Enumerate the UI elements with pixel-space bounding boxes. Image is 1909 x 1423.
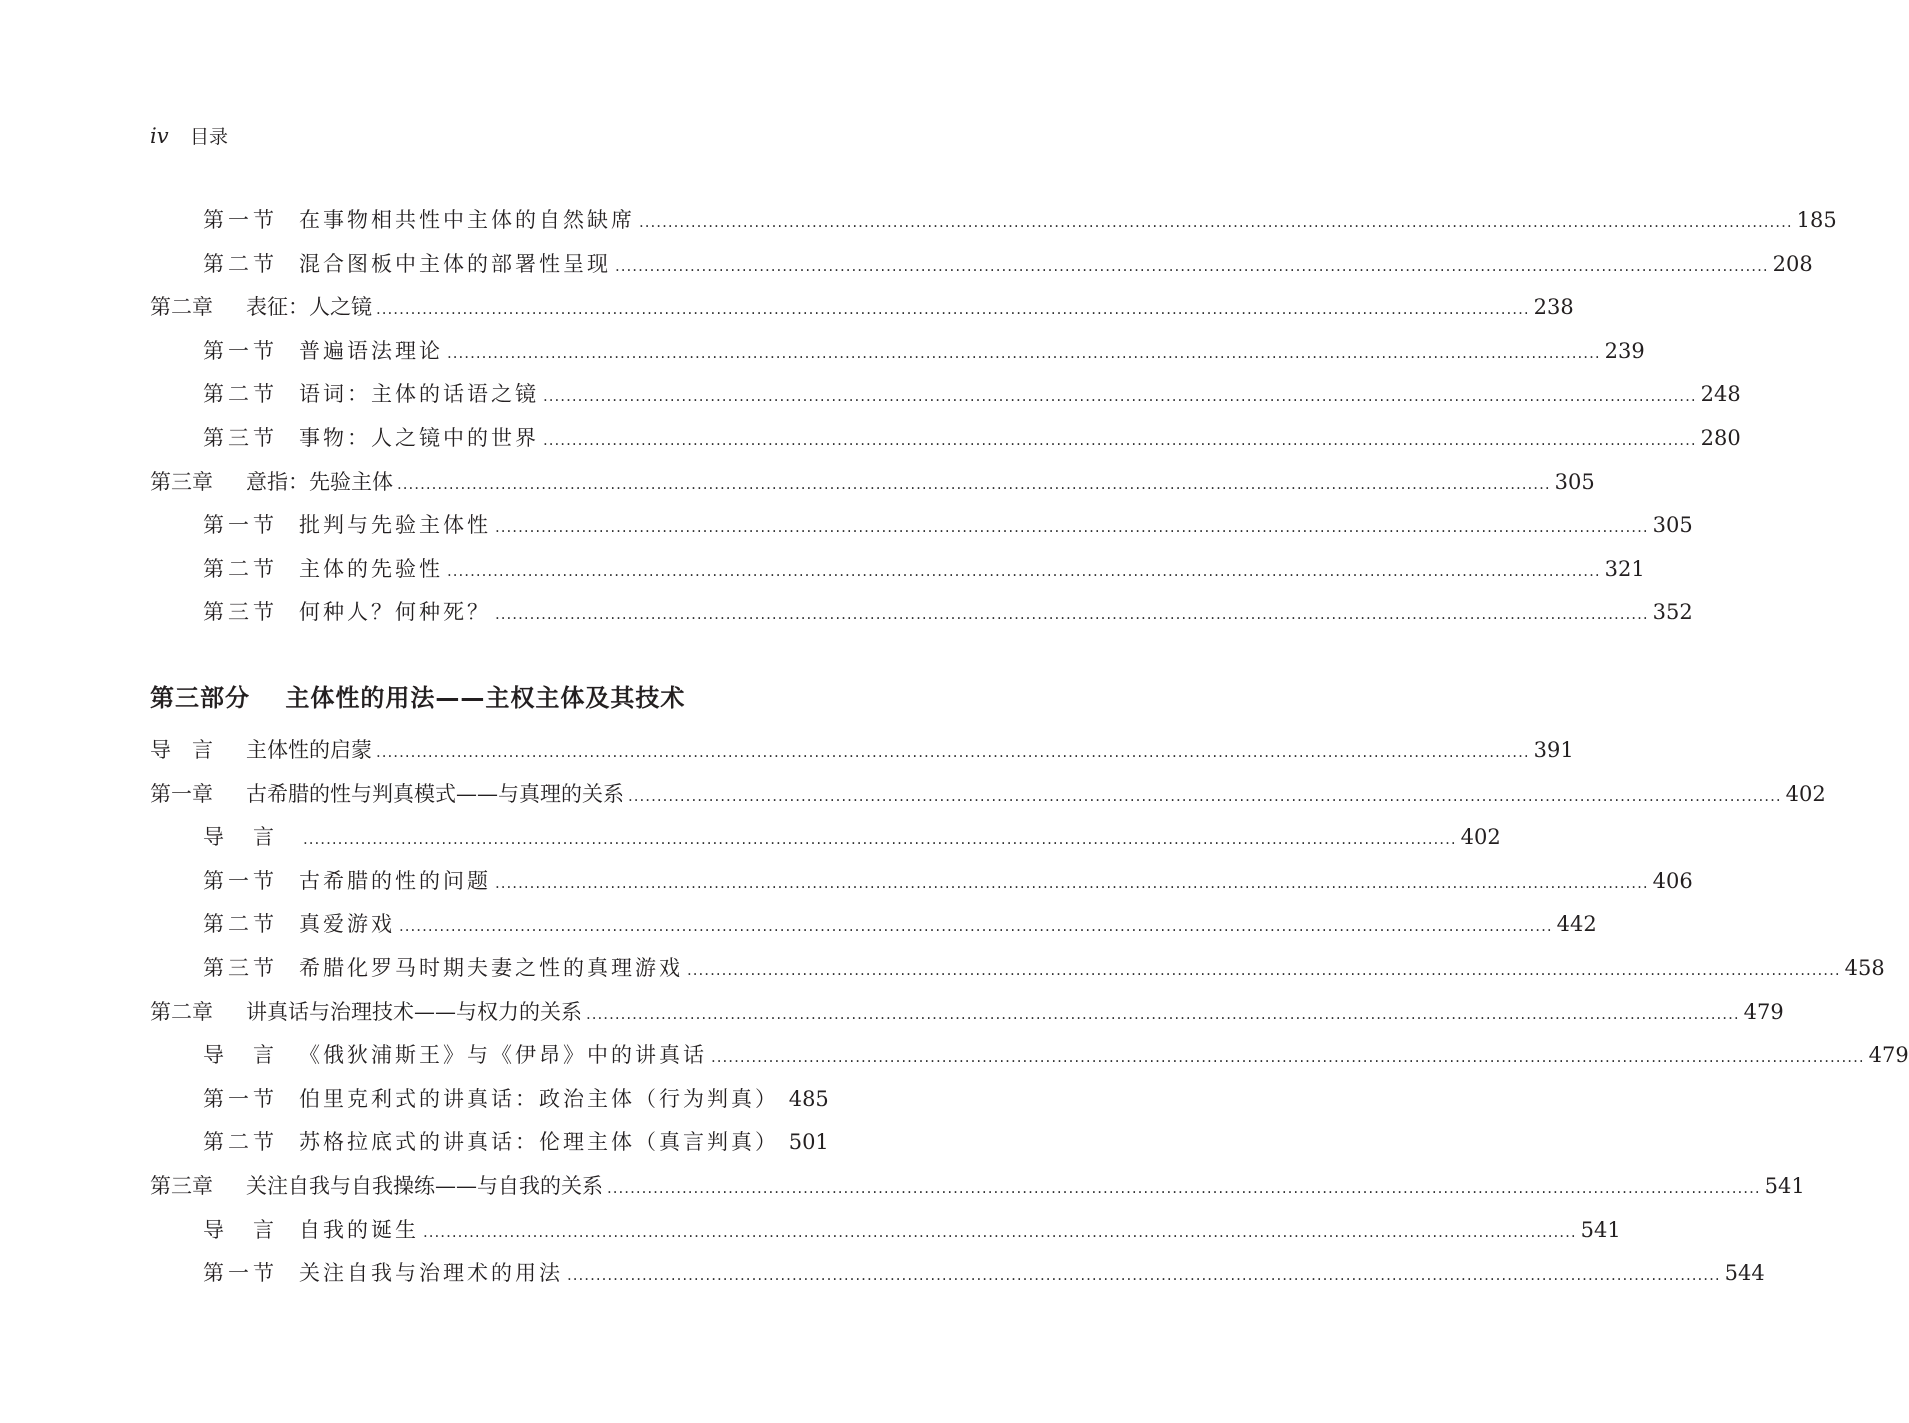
dot-leader: ........................................................................................................................................................................................................ [495, 873, 1649, 892]
dot-leader: ........................................................................................................................................................................................................ [423, 1222, 1577, 1241]
dot-leader: ........................................................................................................................................................................................................ [447, 343, 1601, 362]
dot-leader: ........................................................................................................................................................................................................ [687, 961, 1841, 979]
toc-entry-title: 关注自我与自我操练——与自我的关系 [246, 1174, 603, 1198]
toc-entry-title: 批判与先验主体性 [299, 513, 491, 538]
dot-leader: ........................................................................................................................................................................................................ [615, 256, 1769, 275]
toc-entry-label: 第二章 [150, 999, 213, 1024]
toc-entry-page: 352 [1652, 600, 1693, 625]
dot-leader: ........................................................................................................................................................................................................ [447, 561, 1601, 580]
toc-entry-label: 第三节 [203, 956, 278, 980]
dot-leader: ........................................................................................................................................................................................................ [711, 1048, 1865, 1067]
toc-entry-title: 意指：先验主体 [246, 469, 393, 494]
toc-entry [0, 1251, 1765, 1287]
toc-entry [0, 1120, 1000, 1156]
toc-entry-page: 479 [1868, 1043, 1909, 1068]
toc-entry-page: 185 [1796, 208, 1837, 232]
toc-entry [0, 728, 1574, 764]
dot-leader: ........................................................................................................................................................................................................ [586, 1004, 1740, 1023]
dot-leader: ........................................................................................................................................................................................................ [495, 518, 1649, 537]
toc-entry [0, 1208, 1621, 1244]
dot-leader: ........................................................................................................................................................................................................ [376, 300, 1530, 319]
toc-entry-title: 在事物相共性中主体的自然缺席 [299, 208, 635, 232]
toc-entry [0, 772, 1826, 808]
toc-entry-page: 391 [1533, 738, 1574, 762]
toc-entry-title: 《俄狄浦斯王》与《伊昂》中的讲真话 [299, 1043, 707, 1068]
toc-entry [0, 1077, 1000, 1113]
part-heading [150, 678, 685, 713]
toc-entry [0, 547, 1645, 583]
toc-entry [0, 590, 1693, 626]
toc-entry-title: 关注自我与治理术的用法 [299, 1261, 563, 1286]
dot-leader: ........................................................................................................................................................................................................ [628, 786, 1782, 805]
toc-entry-label: 导 言 [203, 825, 278, 850]
toc-entry-page: 406 [1652, 868, 1693, 893]
toc-entry [0, 859, 1693, 895]
toc-entry-label: 导 言 [150, 738, 213, 762]
toc-entry [0, 1033, 1909, 1069]
header-title: 目录 [190, 126, 229, 148]
toc-entry [0, 990, 1784, 1026]
toc-entry [0, 503, 1693, 539]
toc-entry-title: 主体的先验性 [299, 556, 443, 581]
toc-entry [0, 372, 1741, 408]
toc-entry [0, 1164, 1805, 1200]
toc-entry-page: 544 [1724, 1261, 1765, 1286]
toc-entry-label: 第一节 [203, 868, 278, 893]
toc-entry-title: 自我的诞生 [299, 1217, 419, 1242]
toc-entry [0, 815, 1501, 851]
toc-entry-page: 541 [1580, 1217, 1621, 1242]
toc-entry [0, 285, 1574, 321]
toc-entry-page: 248 [1700, 382, 1741, 407]
toc-entry-label: 第二节 [203, 556, 278, 581]
toc-entry-page: 305 [1652, 513, 1693, 538]
toc-entry-label: 第二节 [203, 1130, 278, 1155]
toc-entry-title: 主体性的启蒙 [246, 738, 372, 762]
toc-entry-label: 第一节 [203, 513, 278, 538]
toc-entry-title: 古希腊的性与判真模式——与真理的关系 [246, 781, 624, 806]
part-label: 第三部分 [150, 684, 250, 712]
dot-leader: ........................................................................................................................................................................................................ [376, 743, 1530, 761]
toc-entry-label: 第二章 [150, 295, 213, 320]
dot-leader: ........................................................................................................................................................................................................ [639, 213, 1793, 231]
toc-entry-title: 苏格拉底式的讲真话：伦理主体（真言判真） [299, 1130, 779, 1155]
toc-entry-title: 古希腊的性的问题 [299, 868, 491, 893]
dot-leader: ........................................................................................................................................................................................................ [399, 917, 1553, 936]
toc-entry-label: 第二节 [203, 912, 278, 937]
toc-entry-label: 第三节 [203, 600, 278, 625]
toc-entry [0, 198, 1837, 234]
toc-entry-label: 第二节 [203, 382, 278, 407]
toc-entry [0, 902, 1597, 938]
toc-entry [0, 946, 1885, 982]
toc-entry-label: 第一章 [150, 781, 213, 806]
toc-entry-page: 479 [1743, 999, 1784, 1024]
toc-entry-title: 混合图板中主体的部署性呈现 [299, 251, 611, 276]
toc-entry-page: 280 [1700, 426, 1741, 450]
dot-leader: ........................................................................................................................................................................................................ [543, 387, 1697, 406]
toc-entry-page: 208 [1772, 251, 1813, 276]
toc-entry [0, 416, 1741, 452]
toc-entry-label: 第一节 [203, 208, 278, 232]
toc-entry-label: 导 言 [203, 1043, 278, 1068]
toc-entry-title: 何种人？何种死？ [299, 600, 491, 625]
toc-entry-title: 真爱游戏 [299, 912, 395, 937]
toc-entry [0, 329, 1645, 365]
toc-entry-page: 501 [788, 1130, 829, 1155]
dot-leader: ........................................................................................................................................................................................................ [543, 431, 1697, 449]
toc-entry-label: 第三章 [150, 1174, 213, 1198]
toc-entry-title: 表征：人之镜 [246, 295, 372, 320]
page-number: iv [150, 124, 169, 148]
toc-entry-title: 事物：人之镜中的世界 [299, 426, 539, 450]
toc-entry-title: 语词：主体的话语之镜 [299, 382, 539, 407]
toc-entry-label: 第一节 [203, 338, 278, 363]
toc-entry-title: 讲真话与治理技术——与权力的关系 [246, 999, 582, 1024]
dot-leader: ........................................................................................................................................................................................................ [567, 1266, 1721, 1285]
dot-leader: ........................................................................................................................................................................................................ [303, 830, 1457, 849]
toc-entry-page: 321 [1604, 556, 1645, 581]
toc-entry-label: 第一节 [203, 1261, 278, 1286]
toc-entry-page: 239 [1604, 338, 1645, 363]
toc-entry [0, 242, 1813, 278]
toc-entry-page: 485 [788, 1086, 829, 1111]
dot-leader: ........................................................................................................................................................................................................ [495, 605, 1649, 624]
toc-entry-page: 402 [1460, 825, 1501, 850]
running-header [150, 122, 228, 149]
toc-entry-page: 402 [1785, 781, 1826, 806]
toc-entry-page: 458 [1844, 956, 1885, 980]
dot-leader: ........................................................................................................................................................................................................ [607, 1179, 1761, 1197]
toc-entry-label: 第三节 [203, 426, 278, 450]
toc-entry-page: 442 [1556, 912, 1597, 937]
toc-entry [0, 460, 1595, 496]
toc-entry-title: 普遍语法理论 [299, 338, 443, 363]
toc-entry-label: 第三章 [150, 469, 213, 494]
toc-entry-label: 第二节 [203, 251, 278, 276]
toc-entry-title: 希腊化罗马时期夫妻之性的真理游戏 [299, 956, 683, 980]
dot-leader: ........................................................................................................................................................................................................ [397, 474, 1551, 493]
toc-entry-title: 伯里克利式的讲真话：政治主体（行为判真） [299, 1086, 779, 1111]
toc-entry-page: 541 [1764, 1174, 1805, 1198]
toc-entry-page: 238 [1533, 295, 1574, 320]
part-title: 主体性的用法——主权主体及其技术 [285, 684, 686, 712]
toc-entry-label: 导 言 [203, 1217, 278, 1242]
toc-entry-label: 第一节 [203, 1086, 278, 1111]
toc-entry-page: 305 [1554, 469, 1595, 494]
